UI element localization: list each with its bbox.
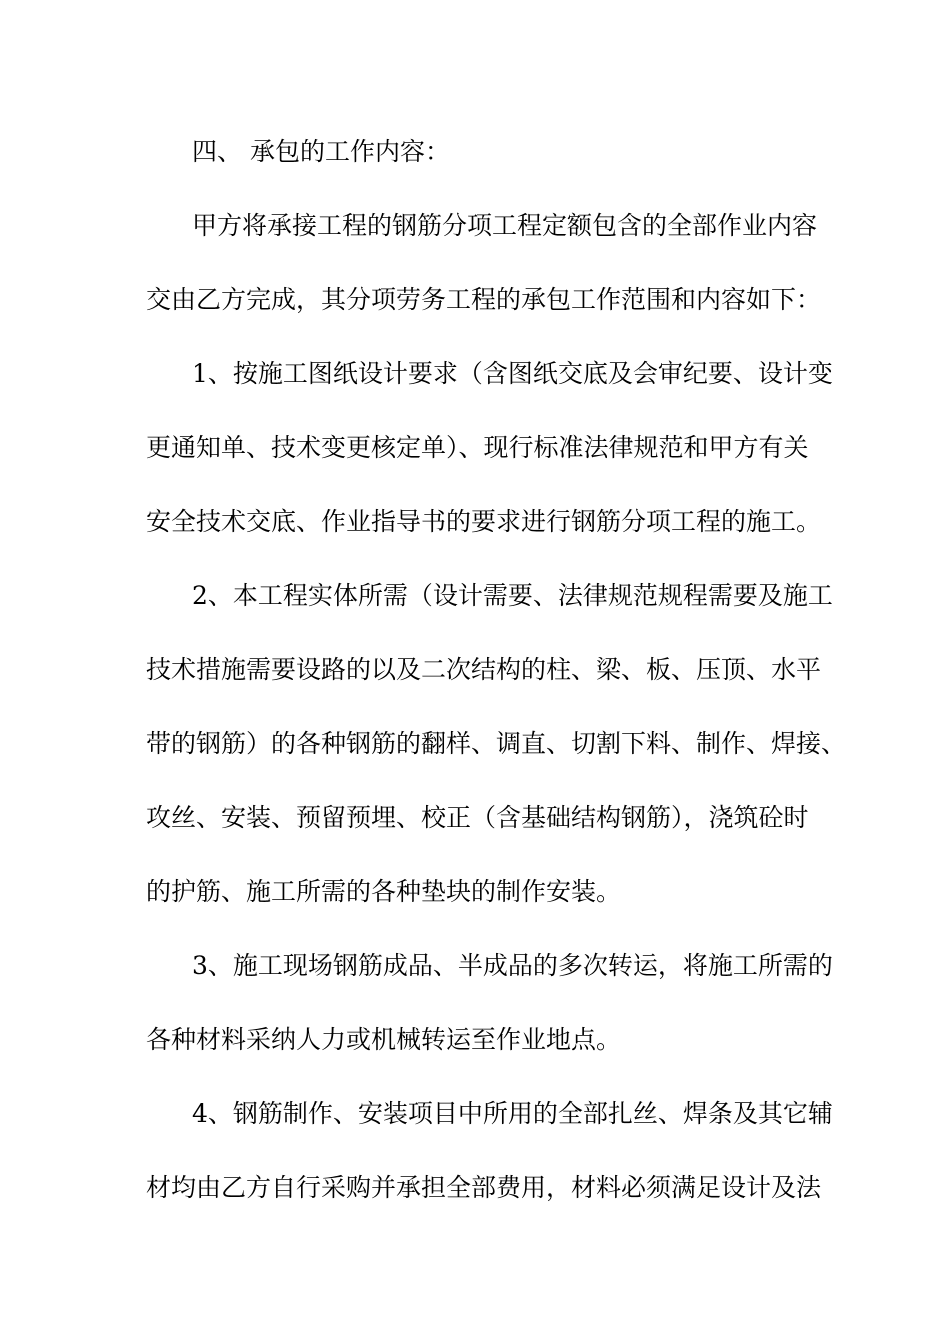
section-heading: 四、 承包的工作内容：	[192, 137, 450, 166]
paragraph-line: 甲方将承接工程的钢筋分项工程定额包含的全部作业内容	[192, 211, 818, 240]
list-item-3-line: 3、施工现场钢筋成品、半成品的多次转运，将施工所需的	[192, 951, 833, 980]
list-item-2-line: 2、本工程实体所需（设计需要、法律规范规程需要及施工	[192, 581, 833, 610]
list-item-1-line: 1、按施工图纸设计要求（含图纸交底及会审纪要、设计变	[192, 359, 833, 388]
list-item-2-line: 攻丝、安装、预留预埋、校正（含基础结构钢筋），浇筑砼时	[146, 803, 809, 832]
list-item-2-line: 带的钢筋）的各种钢筋的翻样、调直、切割下料、制作、焊接、	[146, 729, 847, 758]
list-item-1-line: 安全技术交底、作业指导书的要求进行钢筋分项工程的施工。	[146, 507, 822, 536]
list-item-3-line: 各种材料采纳人力或机械转运至作业地点。	[146, 1025, 622, 1054]
list-item-2-line: 技术措施需要设路的以及二次结构的柱、梁、板、压顶、水平	[146, 655, 822, 684]
list-item-4-line: 材均由乙方自行采购并承担全部费用，材料必须满足设计及法	[146, 1173, 822, 1202]
paragraph-line: 交由乙方完成，其分项劳务工程的承包工作范围和内容如下：	[146, 285, 822, 314]
list-item-4-line: 4、钢筋制作、安装项目中所用的全部扎丝、焊条及其它辅	[192, 1099, 833, 1128]
list-item-1-line: 更通知单、技术变更核定单）、现行标准法律规范和甲方有关	[146, 433, 809, 462]
list-item-2-line: 的护筋、施工所需的各种垫块的制作安装。	[146, 877, 622, 906]
